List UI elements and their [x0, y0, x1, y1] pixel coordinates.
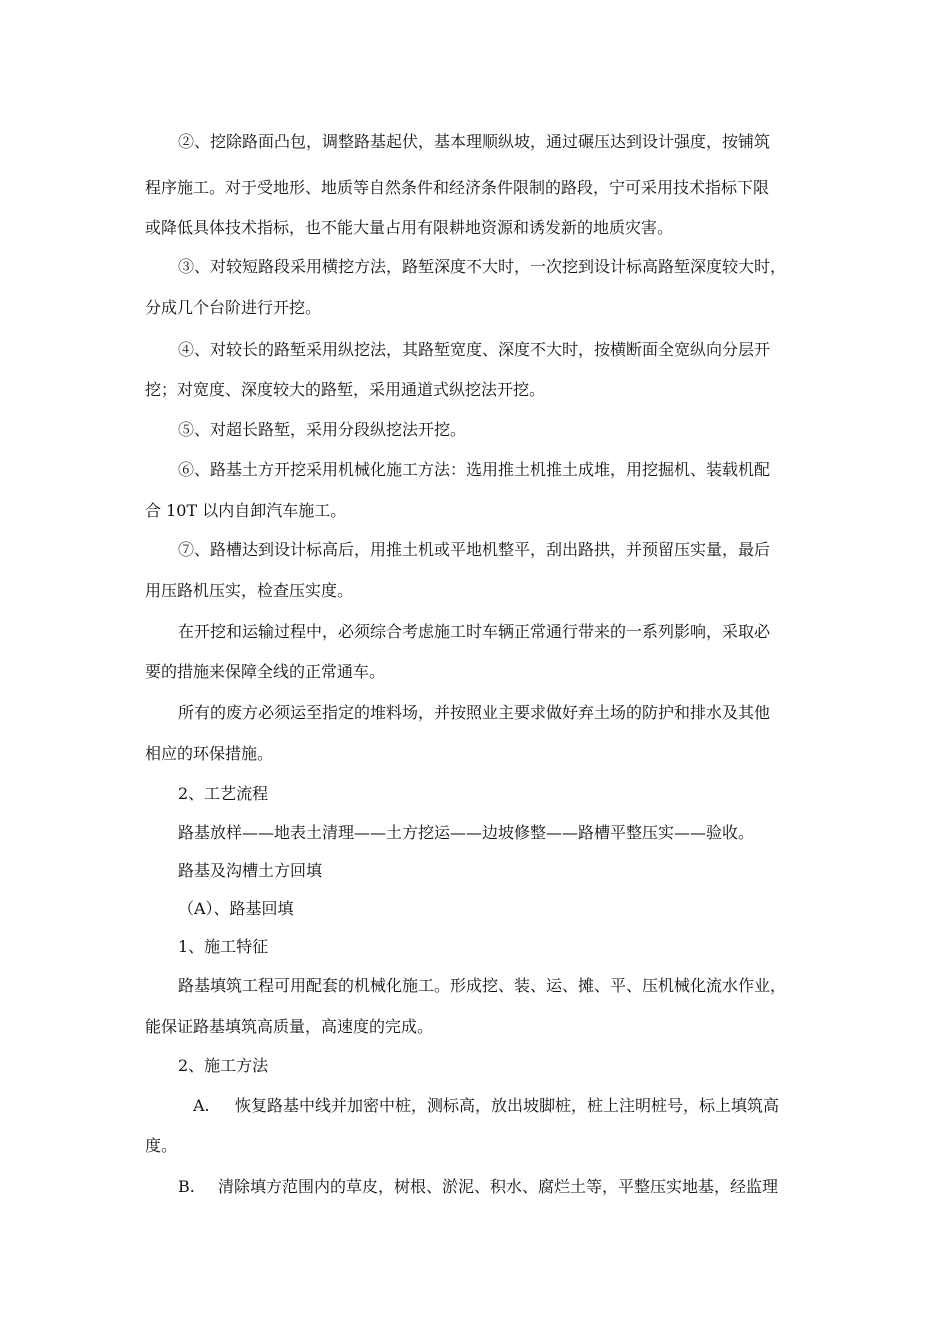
paragraph-text: 合 10T 以内自卸汽车施工。 — [145, 501, 347, 520]
list-item-text: 清除填方范围内的草皮，树根、淤泥、积水、腐烂土等，平整压实地基，经监理 — [218, 1177, 779, 1196]
paragraph-text: ④、对较长的路堑采用纵挖法，其路堑宽度、深度不大时，按横断面全宽纵向分层开 — [178, 340, 771, 359]
paragraph-text: 程序施工。对于受地形、地质等自然条件和经济条件限制的路段，宁可采用技术指标下限 — [145, 178, 770, 197]
paragraph-text: 或降低具体技术指标，也不能大量占用有限耕地资源和诱发新的地质灾害。 — [145, 218, 674, 237]
paragraph-text: 能保证路基填筑高质量，高速度的完成。 — [145, 1017, 434, 1036]
paragraph-text: ⑦、路槽达到设计标高后，用推土机或平地机整平，刮出路拱，并预留压实量，最后 — [178, 540, 771, 559]
paragraph-text: 度。 — [145, 1136, 178, 1155]
paragraph-text: ②、挖除路面凸包，调整路基起伏，基本理顺纵坡，通过碾压达到设计强度，按铺筑 — [178, 132, 771, 151]
paragraph-text: 路基填筑工程可用配套的机械化施工。形成挖、装、运、摊、平、压机械化流水作业， — [178, 976, 787, 995]
paragraph-text: ③、对较短路段采用横挖方法，路堑深度不大时，一次挖到设计标高路堑深度较大时， — [178, 257, 787, 276]
paragraph-text: 在开挖和运输过程中，必须综合考虑施工时车辆正常通行带来的一系列影响，采取必 — [178, 622, 771, 641]
heading-text: 2、工艺流程 — [178, 784, 269, 803]
paragraph-text: ⑤、对超长路堑，采用分段纵挖法开挖。 — [178, 420, 467, 439]
paragraph-text: 相应的环保措施。 — [145, 744, 274, 763]
list-marker: A. — [193, 1096, 210, 1115]
heading-text: 2、施工方法 — [178, 1056, 269, 1075]
paragraph-text: 分成几个台阶进行开挖。 — [145, 298, 322, 317]
heading-text: 1、施工特征 — [178, 937, 269, 956]
paragraph-text: 要的措施来保障全线的正常通车。 — [145, 662, 386, 681]
heading-text: （A）、路基回填 — [178, 899, 294, 918]
paragraph-text: 挖；对宽度、深度较大的路堑，采用通道式纵挖法开挖。 — [145, 380, 546, 399]
list-item-text: 恢复路基中线并加密中桩，测标高，放出坡脚桩，桩上注明桩号，标上填筑高 — [235, 1096, 780, 1115]
paragraph-text: ⑥、路基土方开挖采用机械化施工方法：选用推土机推土成堆，用挖掘机、装载机配 — [178, 460, 771, 479]
heading-text: 路基及沟槽土方回填 — [178, 861, 323, 880]
list-marker: B. — [178, 1177, 195, 1196]
paragraph-text: 路基放样——地表土清理——土方挖运——边坡修整——路槽平整压实——验收。 — [178, 823, 755, 842]
paragraph-text: 用压路机压实，检查压实度。 — [145, 581, 354, 600]
paragraph-text: 所有的废方必须运至指定的堆料场，并按照业主要求做好弃土场的防护和排水及其他 — [178, 703, 771, 722]
